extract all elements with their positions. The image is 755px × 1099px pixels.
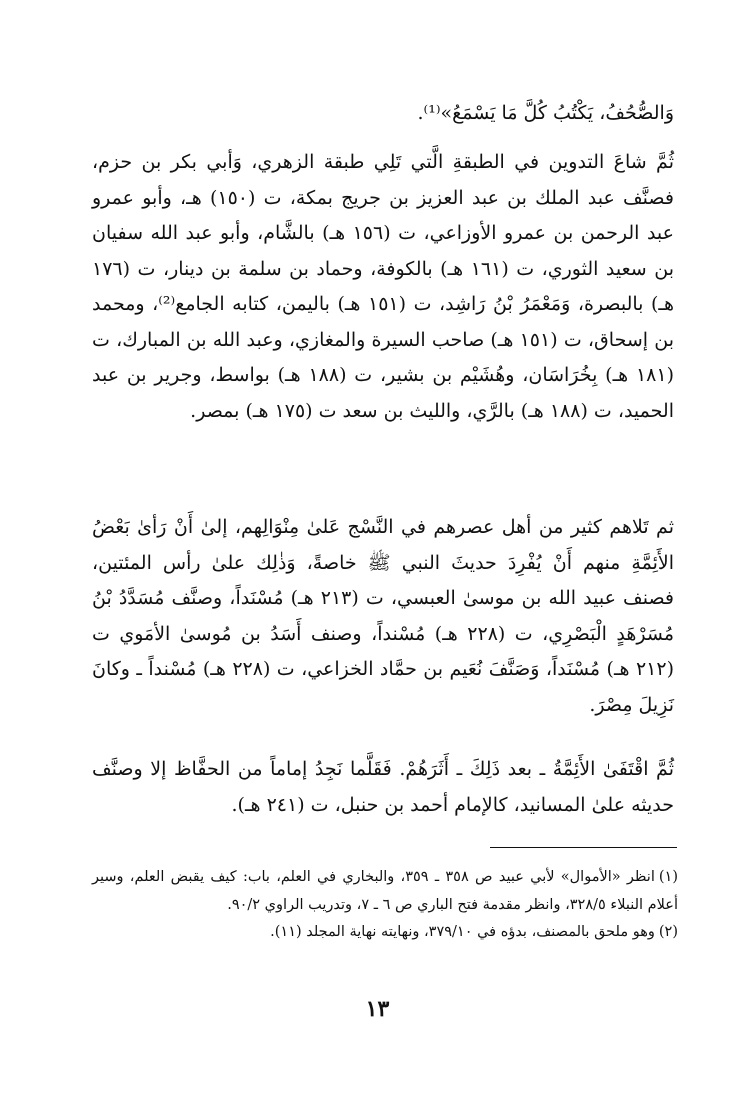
paragraph-3: ثُمَّ اقْتَفَىٰ الأَئِمَّةُ ـ بعد ذَلِكَ ـ أَثَرَهُمْ. فَقَلَّما نَجِدُ إماماً من الحفَّاظ إلا وصنَّف حديثه علىٰ المسانيد، كالإمام أحمد بن حنبل، ت (٢٤١ هـ). xyxy=(92,758,674,816)
footnote-2 xyxy=(92,919,678,947)
paragraph-1: ثُمَّ شاعَ التدوين في الطبقةِ الَّتي تَلِي طبقة الزهري، وَأبي بكر بن حزم، فصنَّف عبد الملك بن عبد العزيز بن جريج بمكة، ت (١٥٠) هـ، وأبو عمرو عبد الرحمن بن عمرو الأوزاعي، ت (١٥٦ هـ) بالشَّام، وأبو عبد الله سفيان بن سعيد الثوري، ت (١٦١ هـ) بالكوفة، وحماد بن سلمة بن دينار، ت (١٧٦ هـ) بالبصرة، وَمَعْمَرُ بْنُ رَاشِد، ت (١٥١ هـ) باليمن، كتابه الجامع⁽²⁾، ومحمد بن إسحاق، ت (١٥١ هـ) صاحب السيرة والمغازي، وعبد الله بن المبارك، ت (١٨١ هـ) بِخُرَاسَان، وهُشَيْم بن بشير، ت (١٨٨ هـ) بواسط، وجرير بن عبد الحميد، ت (١٨٨ هـ) بالرَّي، والليث بن سعد ت (١٧٥ هـ) بمصر. xyxy=(92,151,675,422)
footnote-1 xyxy=(92,864,678,919)
paragraph-2: ثم تَلاهم كثير من أهل عصرهم في النَّسْج عَلىٰ مِنْوَالِهم، إلىٰ أَنْ رَأىٰ بَعْضُ الأَئِمَّةِ منهم أَنْ يُفْرِدَ حديثَ النبي ﷺ خاصةً، وَذٰلِك علىٰ رأس المئتين، فصنف عبيد الله بن موسىٰ العبسي، ت (٢١٣ هـ) مُسْنَداً، وصنَّف مُسَدَّدُ بْنُ مُسَرْهَدٍ الْبَصْرِي، ت (٢٢٨ هـ) مُسْنداً، وصنف أَسَدُ بن مُوسىٰ الأمَوي ت (٢١٢ هـ) مُسْنَداً، وَصَنَّفَ نُعَيم بن حمَّاد الخزاعي، ت (٢٢٨ هـ) مُسْنداً ـ وكانَ نَزِيلَ مِصْرَ. xyxy=(92,516,675,716)
footnote-text: وهو ملحق بالمصنف، بدؤه في ٣٧٩/١٠، ونهايته نهاية المجلد (١١). xyxy=(270,924,655,940)
footnote-text: انظر «الأموال» لأبي عبيد ص ٣٥٨ ـ ٣٥٩، والبخاري في العلم، باب: كيف يقبض العلم، وسير أعلام النبلاء ٣٢٨/٥، وانظر مقدمة فتح الباري ص ٦ ـ ٧، وتدريب الراوي ٩٠/٢. xyxy=(92,869,678,913)
footnote-number: (٢) xyxy=(658,924,678,940)
intro-line: وَالصُّحُفُ، يَكْتُبُ كُلَّ مَا يَسْمَعُ»⁽¹⁾. xyxy=(417,102,674,124)
footnote-divider xyxy=(490,847,677,848)
footnotes xyxy=(92,864,678,947)
page-number: ١٣ xyxy=(365,996,390,1022)
footnote-number: (١) xyxy=(658,869,678,885)
